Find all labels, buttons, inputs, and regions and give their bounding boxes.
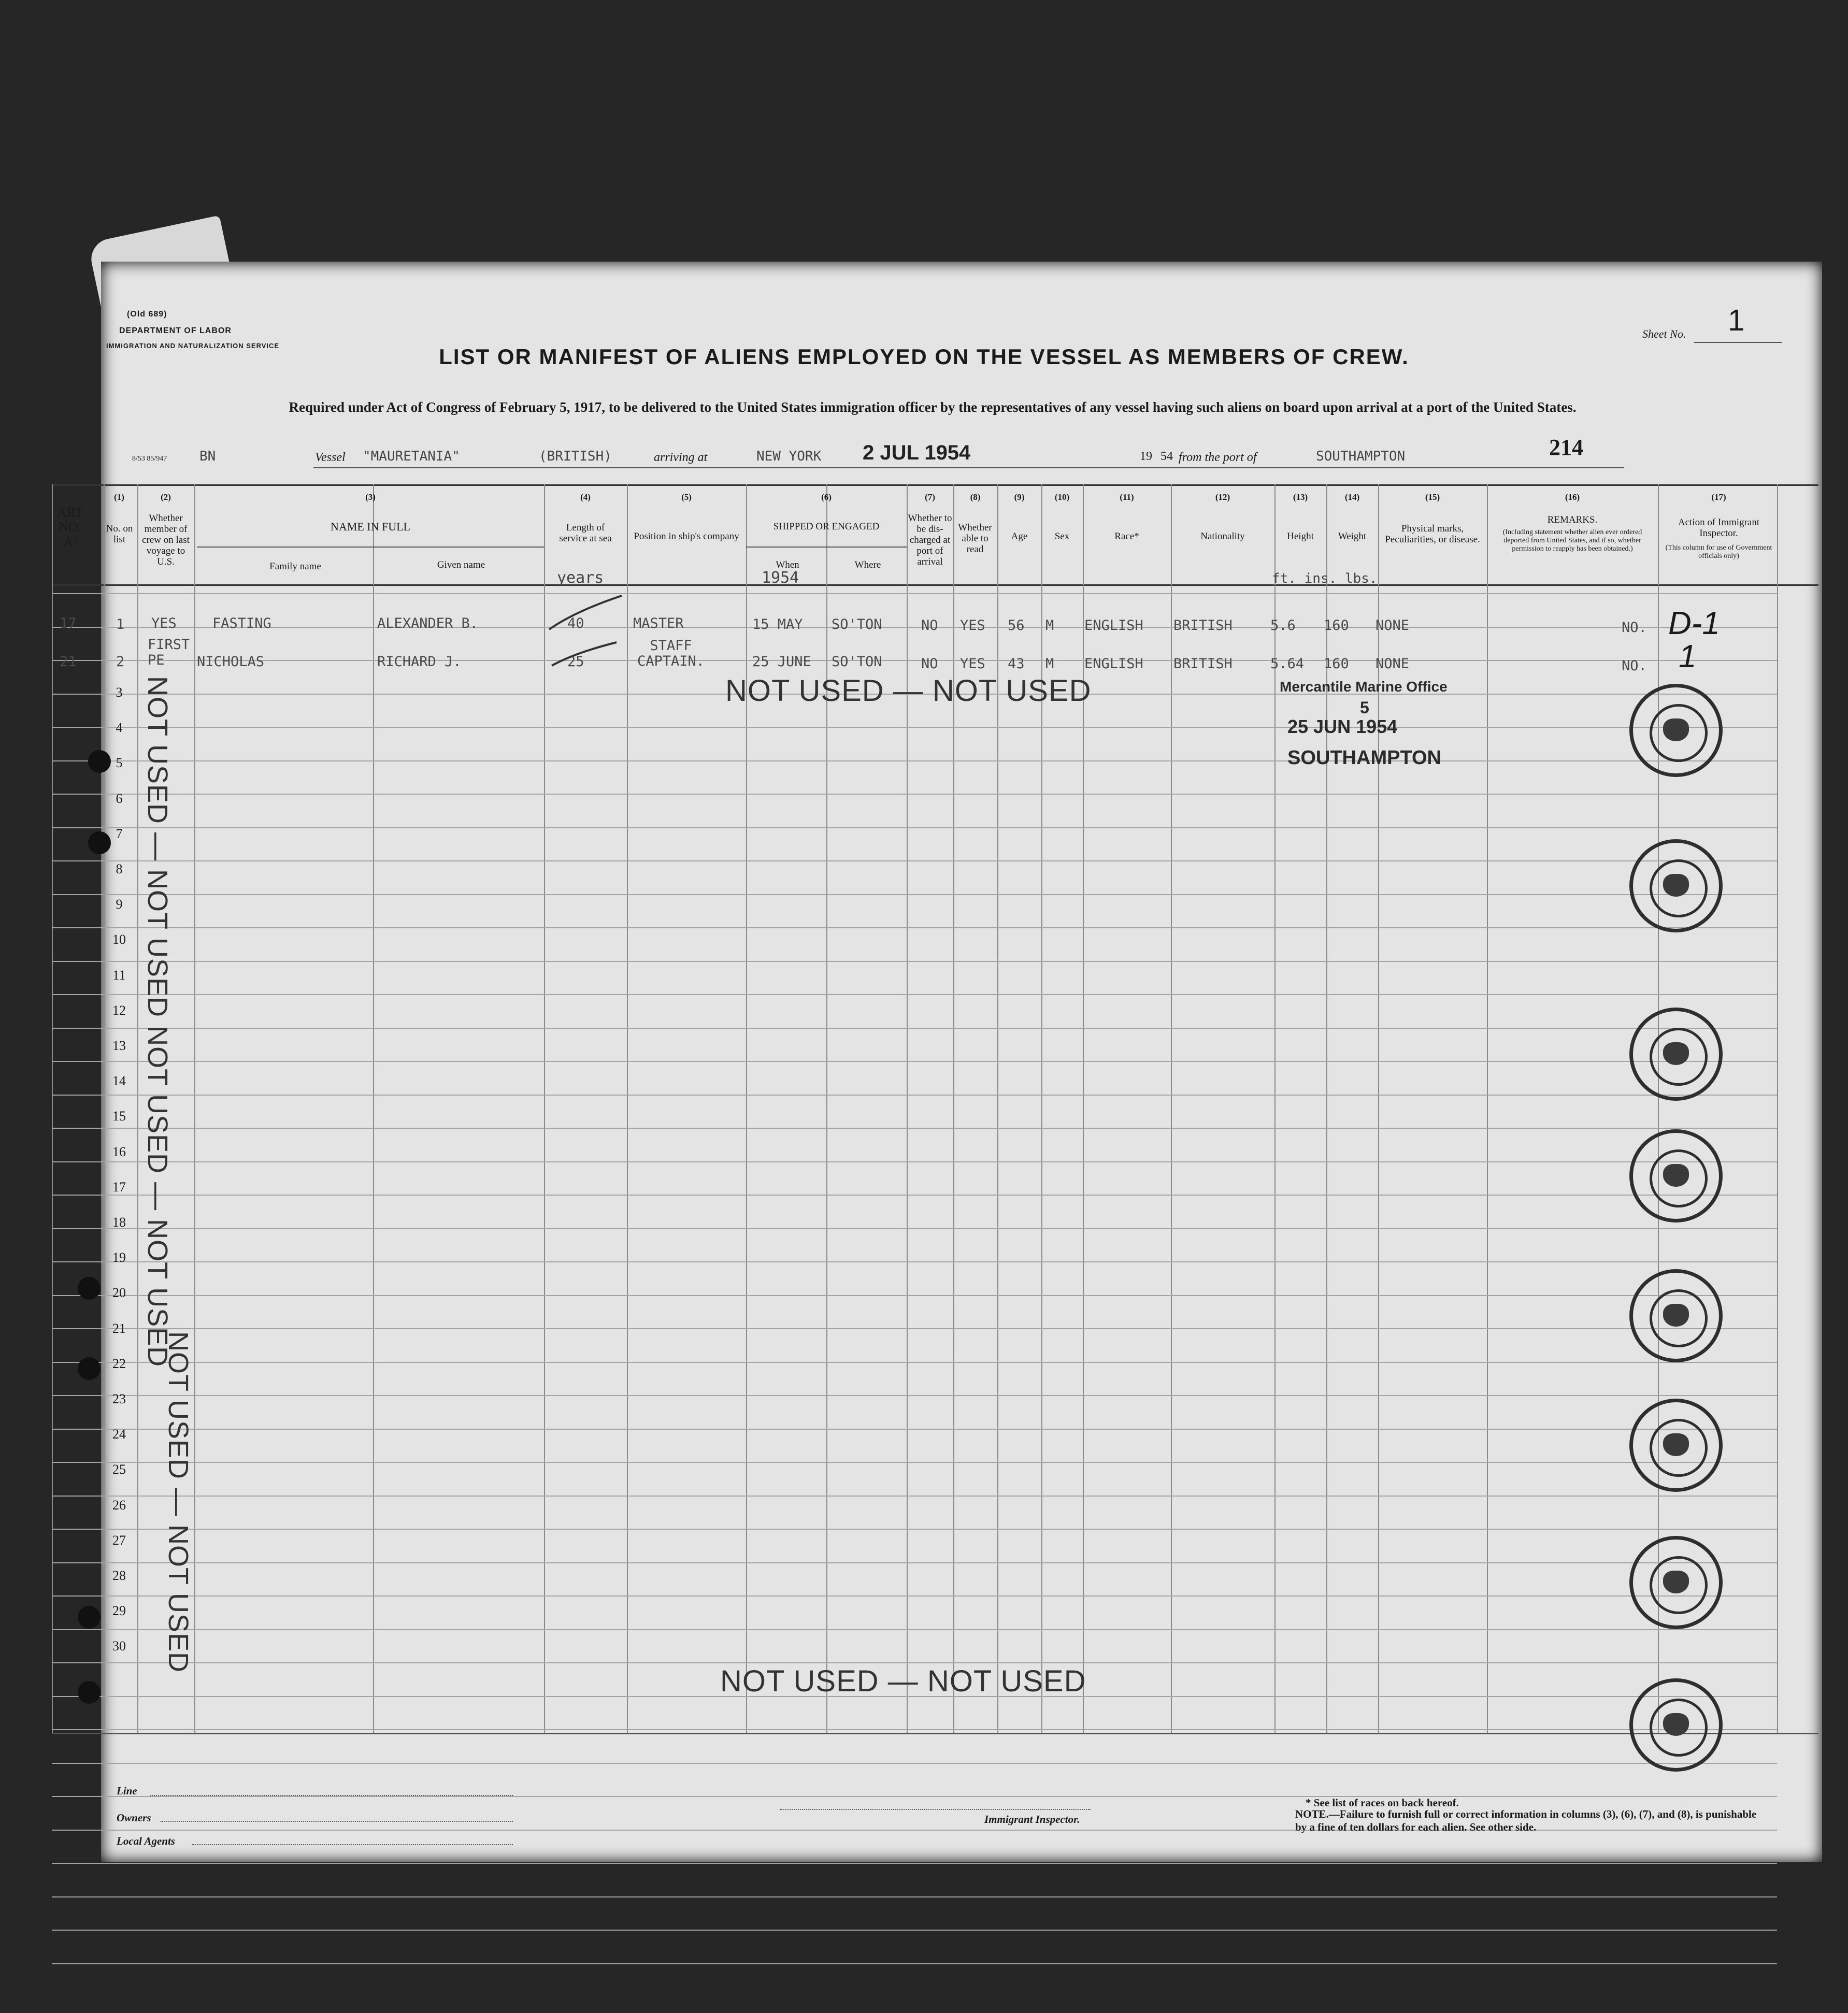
col-4-number: (4) <box>580 492 591 502</box>
col-6-number: (6) <box>821 492 832 502</box>
row-number: 26 <box>112 1497 126 1513</box>
column-rule <box>1487 484 1488 1733</box>
not-used-stamp-top: NOT USED — NOT USED <box>725 674 1092 708</box>
page-subtitle: Required under Act of Congress of February 5, 1917, to be delivered to the United States immigration officer by the representatives of any vessel having such aliens on board upon arrival at a port of the United States. <box>289 399 1577 415</box>
consulate-seal-stamp <box>1629 1008 1723 1101</box>
consulate-seal-stamp <box>1629 1269 1723 1362</box>
remarks-cell: NO. <box>1622 620 1647 636</box>
col-13-number: (13) <box>1293 492 1308 502</box>
column-rule <box>953 484 954 1733</box>
column-rule <box>1777 484 1778 1733</box>
where-subheader: Where <box>854 559 881 570</box>
row-rule <box>52 1295 1777 1296</box>
eagle-emblem-icon <box>1663 874 1689 897</box>
sheet-number-label: Sheet No. <box>1642 327 1686 340</box>
department-label: DEPARTMENT OF LABOR <box>119 326 232 335</box>
list-number: 214 <box>1549 435 1583 460</box>
given-name-cell: RICHARD J. <box>377 654 462 670</box>
col-15-number: (15) <box>1425 492 1440 502</box>
punch-hole <box>88 750 111 773</box>
from-port-label: from the port of <box>1179 451 1257 464</box>
punch-hole <box>88 831 111 854</box>
eagle-emblem-icon <box>1663 1433 1689 1456</box>
service-cell: 25 <box>567 654 584 670</box>
column-rule <box>997 484 998 1733</box>
row-rule <box>52 1462 1777 1463</box>
marine-stamp-date: 25 JUN 1954 <box>1287 716 1398 737</box>
year-prefix: 19 <box>1140 450 1152 463</box>
height-cell: 5.6 <box>1270 617 1296 634</box>
discharged-cell: NO <box>921 617 938 634</box>
document-code: 8/53 85/947 <box>132 455 167 463</box>
row-rule <box>52 1228 1777 1229</box>
col-1-label: No. on list <box>106 523 133 545</box>
weight-cell: 160 <box>1324 656 1349 672</box>
col-8-label: Whether able to read <box>958 522 992 555</box>
row-rule <box>52 1662 1777 1663</box>
sheet-number: 1 <box>1728 304 1745 337</box>
row-rule <box>52 627 1777 628</box>
form-reference-old: (Old 689) <box>127 310 167 319</box>
column-rule <box>826 484 827 1733</box>
row-rule <box>52 927 1777 928</box>
row-number: 5 <box>116 755 123 771</box>
col-2-number: (2) <box>161 492 171 502</box>
where-cell: SO'TON <box>832 654 882 670</box>
row-rule <box>52 1429 1777 1430</box>
eagle-emblem-icon <box>1663 718 1689 741</box>
weight-cell: 160 <box>1324 617 1349 634</box>
row-rule <box>52 1395 1777 1396</box>
col-11-label: Race* <box>1114 531 1139 542</box>
row-rule <box>52 1161 1777 1162</box>
row-rule <box>52 1529 1777 1530</box>
list-number-cell: 1 <box>116 616 125 632</box>
consulate-seal-stamp <box>1629 684 1723 777</box>
col-17-number: (17) <box>1711 492 1726 502</box>
row-rule <box>52 593 1777 594</box>
row-rule <box>52 1930 1777 1931</box>
col-6-label: SHIPPED OR ENGAGED <box>773 521 880 532</box>
row-rule <box>52 794 1777 795</box>
row-rule <box>52 1896 1777 1897</box>
consulate-seal-stamp <box>1629 1129 1723 1223</box>
row-rule <box>52 1496 1777 1497</box>
col-4-label: Length of service at sea <box>559 522 612 544</box>
consulate-seal-stamp <box>1629 1678 1723 1772</box>
row-rule <box>52 1562 1777 1563</box>
col-1-number: (1) <box>114 492 124 502</box>
races-note: * See list of races on back hereof. <box>1306 1796 1459 1809</box>
marine-stamp-line1: Mercantile Marine Office <box>1280 679 1448 695</box>
row-number: 15 <box>112 1109 126 1124</box>
row-number: 27 <box>112 1532 126 1548</box>
column-rule <box>194 484 195 1733</box>
immigrant-inspector-label: Immigrant Inspector. <box>984 1813 1080 1825</box>
row-number: 3 <box>116 685 123 700</box>
not-used-vertical-1: NOT USED — NOT USED NOT USED — NOT USED <box>142 676 173 1368</box>
inspector-action-cell: 1 <box>1679 639 1697 674</box>
year-suffix: 54 <box>1161 450 1173 463</box>
row-rule <box>52 827 1777 828</box>
marks-cell: NONE <box>1376 617 1410 634</box>
position-cell: STAFF CAPTAIN. <box>637 638 705 669</box>
when-cell: 15 MAY <box>752 616 803 632</box>
column-rule <box>907 484 908 1733</box>
given-name-cell: ALEXANDER B. <box>377 615 479 631</box>
race-cell: ENGLISH <box>1084 656 1143 672</box>
column-rule <box>746 484 747 1733</box>
row-number: 12 <box>112 1002 126 1018</box>
col-14-number: (14) <box>1344 492 1360 502</box>
punch-hole <box>78 1681 101 1704</box>
read-cell: YES <box>960 656 985 672</box>
row-number: 17 <box>112 1179 126 1195</box>
column-rule <box>52 484 53 1733</box>
row-rule <box>52 894 1777 895</box>
nationality-cell: BRITISH <box>1173 656 1233 672</box>
height-cell: 5.64 <box>1270 656 1305 672</box>
col-11-number: (11) <box>1120 492 1134 502</box>
row-number: 6 <box>116 790 123 806</box>
marine-stamp-place: SOUTHAMPTON <box>1287 747 1441 769</box>
col-3-label: NAME IN FULL <box>331 520 410 533</box>
row-rule <box>52 1061 1777 1062</box>
age-cell: 43 <box>1008 656 1025 672</box>
row-number: 18 <box>112 1215 126 1230</box>
row-number: 7 <box>116 826 123 841</box>
col-7-label: Whether to be dis-charged at port of arrival <box>908 513 952 567</box>
arriving-label: arriving at <box>654 451 708 464</box>
col-14-label: Weight <box>1338 531 1367 542</box>
service-cell: 40 <box>567 615 584 631</box>
col-12-number: (12) <box>1215 492 1230 502</box>
row-number: 25 <box>112 1462 126 1477</box>
row-rule <box>52 1729 1777 1730</box>
eagle-emblem-icon <box>1663 1571 1689 1593</box>
eagle-emblem-icon <box>1663 1042 1689 1065</box>
eagle-emblem-icon <box>1663 1164 1689 1187</box>
row-rule <box>52 961 1777 962</box>
consulate-seal-stamp <box>1629 1536 1723 1629</box>
family-name-cell: FASTING <box>212 615 271 631</box>
row-rule <box>52 1195 1777 1196</box>
list-number-cell: 2 <box>116 654 125 670</box>
where-cell: SO'TON <box>832 616 882 632</box>
row-rule <box>52 727 1777 728</box>
sex-cell: M <box>1045 617 1054 634</box>
art-number-header: ART NO. A/ <box>57 505 83 549</box>
inspector-action-cell: D-1 <box>1668 606 1720 641</box>
arrival-port: NEW YORK <box>756 449 822 464</box>
read-cell: YES <box>960 617 985 634</box>
crew-cell: YES <box>151 615 177 631</box>
arrival-date-stamp: 2 JUL 1954 <box>863 441 971 464</box>
col-16-number: (16) <box>1565 492 1580 502</box>
given-name-subheader: Given name <box>437 559 485 570</box>
row-number: 20 <box>112 1285 126 1301</box>
not-used-stamp-bottom: NOT USED — NOT USED <box>720 1664 1086 1698</box>
col-17-label: Action of Immigrant Inspector. <box>1678 517 1760 539</box>
vessel-name: "MAURETANIA" <box>363 449 460 464</box>
punch-hole <box>78 1606 101 1629</box>
column-rule <box>1083 484 1084 1733</box>
age-cell: 56 <box>1008 617 1025 634</box>
art-number: 21 <box>60 654 77 670</box>
col-10-label: Sex <box>1054 531 1070 542</box>
col-2-label: Whether member of crew on last voyage to U.S. <box>142 513 190 567</box>
row-rule <box>52 1863 1777 1864</box>
row-rule <box>52 994 1777 995</box>
row-rule <box>52 1328 1777 1329</box>
footer-line-label: Line <box>117 1785 137 1797</box>
row-number: 21 <box>112 1320 126 1336</box>
row-number: 28 <box>112 1568 126 1583</box>
column-rule <box>1171 484 1172 1733</box>
art-number: 17 <box>60 615 77 631</box>
crew-cell: FIRST PE <box>148 637 190 668</box>
remarks-cell: NO. <box>1622 658 1647 674</box>
row-rule <box>52 1963 1777 1964</box>
row-number: 29 <box>112 1603 126 1619</box>
penalty-note: NOTE.—Failure to furnish full or correct information in columns (3), (6), (7), and (8), is punishable by a fine of ten dollars for each alien. See other side. <box>1295 1808 1757 1833</box>
service-label: IMMIGRATION AND NATURALIZATION SERVICE <box>106 342 280 350</box>
row-number: 9 <box>116 897 123 912</box>
col-5-number: (5) <box>681 492 692 502</box>
row-rule <box>52 1261 1777 1262</box>
row-rule <box>52 1128 1777 1129</box>
row-number: 10 <box>112 932 126 947</box>
row-number: 11 <box>112 967 126 983</box>
col-3-number: (3) <box>365 492 376 502</box>
row-rule <box>52 1095 1777 1096</box>
row-rule <box>52 1763 1777 1764</box>
remarks-note: (Including statement whether alien ever ordered deported from United States, and if so, whether permission to reapply has been obtained.) <box>1502 528 1642 553</box>
when-cell: 25 JUNE <box>752 654 811 670</box>
column-rule <box>1041 484 1042 1733</box>
row-number: 24 <box>112 1427 126 1442</box>
position-cell: MASTER <box>633 615 684 631</box>
sex-cell: M <box>1045 656 1054 672</box>
not-used-vertical-2: NOT USED — NOT USED <box>163 1331 194 1673</box>
row-rule <box>52 760 1777 761</box>
marks-cell: NONE <box>1376 656 1410 672</box>
marine-stamp-line2: 5 <box>1360 698 1369 717</box>
col-5-label: Position in ship's company <box>634 531 739 542</box>
bn-mark: BN <box>199 449 216 464</box>
col-12-label: Nationality <box>1200 531 1245 542</box>
family-name-subheader: Family name <box>269 561 321 572</box>
eagle-emblem-icon <box>1663 1304 1689 1327</box>
column-rule <box>373 484 374 1733</box>
column-rule <box>137 484 138 1733</box>
action-note: (This column for use of Government officials only) <box>1665 544 1772 560</box>
footer-agents-label: Local Agents <box>117 1835 175 1847</box>
page-title: LIST OR MANIFEST OF ALIENS EMPLOYED ON THE VESSEL AS MEMBERS OF CREW. <box>439 344 1409 369</box>
row-rule <box>52 660 1777 661</box>
row-rule <box>52 1629 1777 1630</box>
when-subheader: When <box>776 559 799 570</box>
discharged-cell: NO <box>921 656 938 672</box>
col-8-number: (8) <box>970 492 981 502</box>
row-number: 8 <box>116 861 123 876</box>
row-number: 22 <box>112 1356 126 1371</box>
year-1954-note: 1954 <box>762 569 799 587</box>
service-tally-marks <box>544 591 637 679</box>
vessel-label: Vessel <box>315 451 346 464</box>
consulate-seal-stamp <box>1629 839 1723 932</box>
col-9-number: (9) <box>1014 492 1025 502</box>
col-16-label: REMARKS. <box>1547 514 1598 525</box>
col-7-number: (7) <box>925 492 935 502</box>
race-cell: ENGLISH <box>1084 617 1143 634</box>
family-name-cell: NICHOLAS <box>197 654 265 670</box>
from-port: SOUTHAMPTON <box>1316 449 1406 464</box>
row-rule <box>52 1362 1777 1363</box>
col-15-label: Physical marks, Peculiarities, or disease. <box>1385 523 1480 545</box>
punch-hole <box>78 1357 101 1380</box>
row-number: 16 <box>112 1144 126 1159</box>
footer-owners-label: Owners <box>117 1811 151 1824</box>
consulate-seal-stamp <box>1629 1399 1723 1492</box>
row-rule <box>52 860 1777 861</box>
eagle-emblem-icon <box>1663 1713 1689 1736</box>
nationality-cell: BRITISH <box>1173 617 1233 634</box>
row-rule <box>52 1595 1777 1597</box>
row-rule <box>52 1028 1777 1029</box>
vessel-flag: (BRITISH) <box>539 449 612 464</box>
col-13-label: Height <box>1287 531 1314 542</box>
row-number: 13 <box>112 1038 126 1053</box>
measure-units: ft. ins. lbs. <box>1272 571 1378 586</box>
row-number: 30 <box>112 1638 126 1654</box>
row-number: 14 <box>112 1073 126 1089</box>
row-number: 19 <box>112 1250 126 1266</box>
row-number: 4 <box>116 720 123 736</box>
col-9-label: Age <box>1011 531 1028 542</box>
row-number: 23 <box>112 1391 126 1406</box>
col-10-number: (10) <box>1054 492 1070 502</box>
punch-hole <box>78 1277 101 1300</box>
years-unit: years <box>557 569 604 587</box>
